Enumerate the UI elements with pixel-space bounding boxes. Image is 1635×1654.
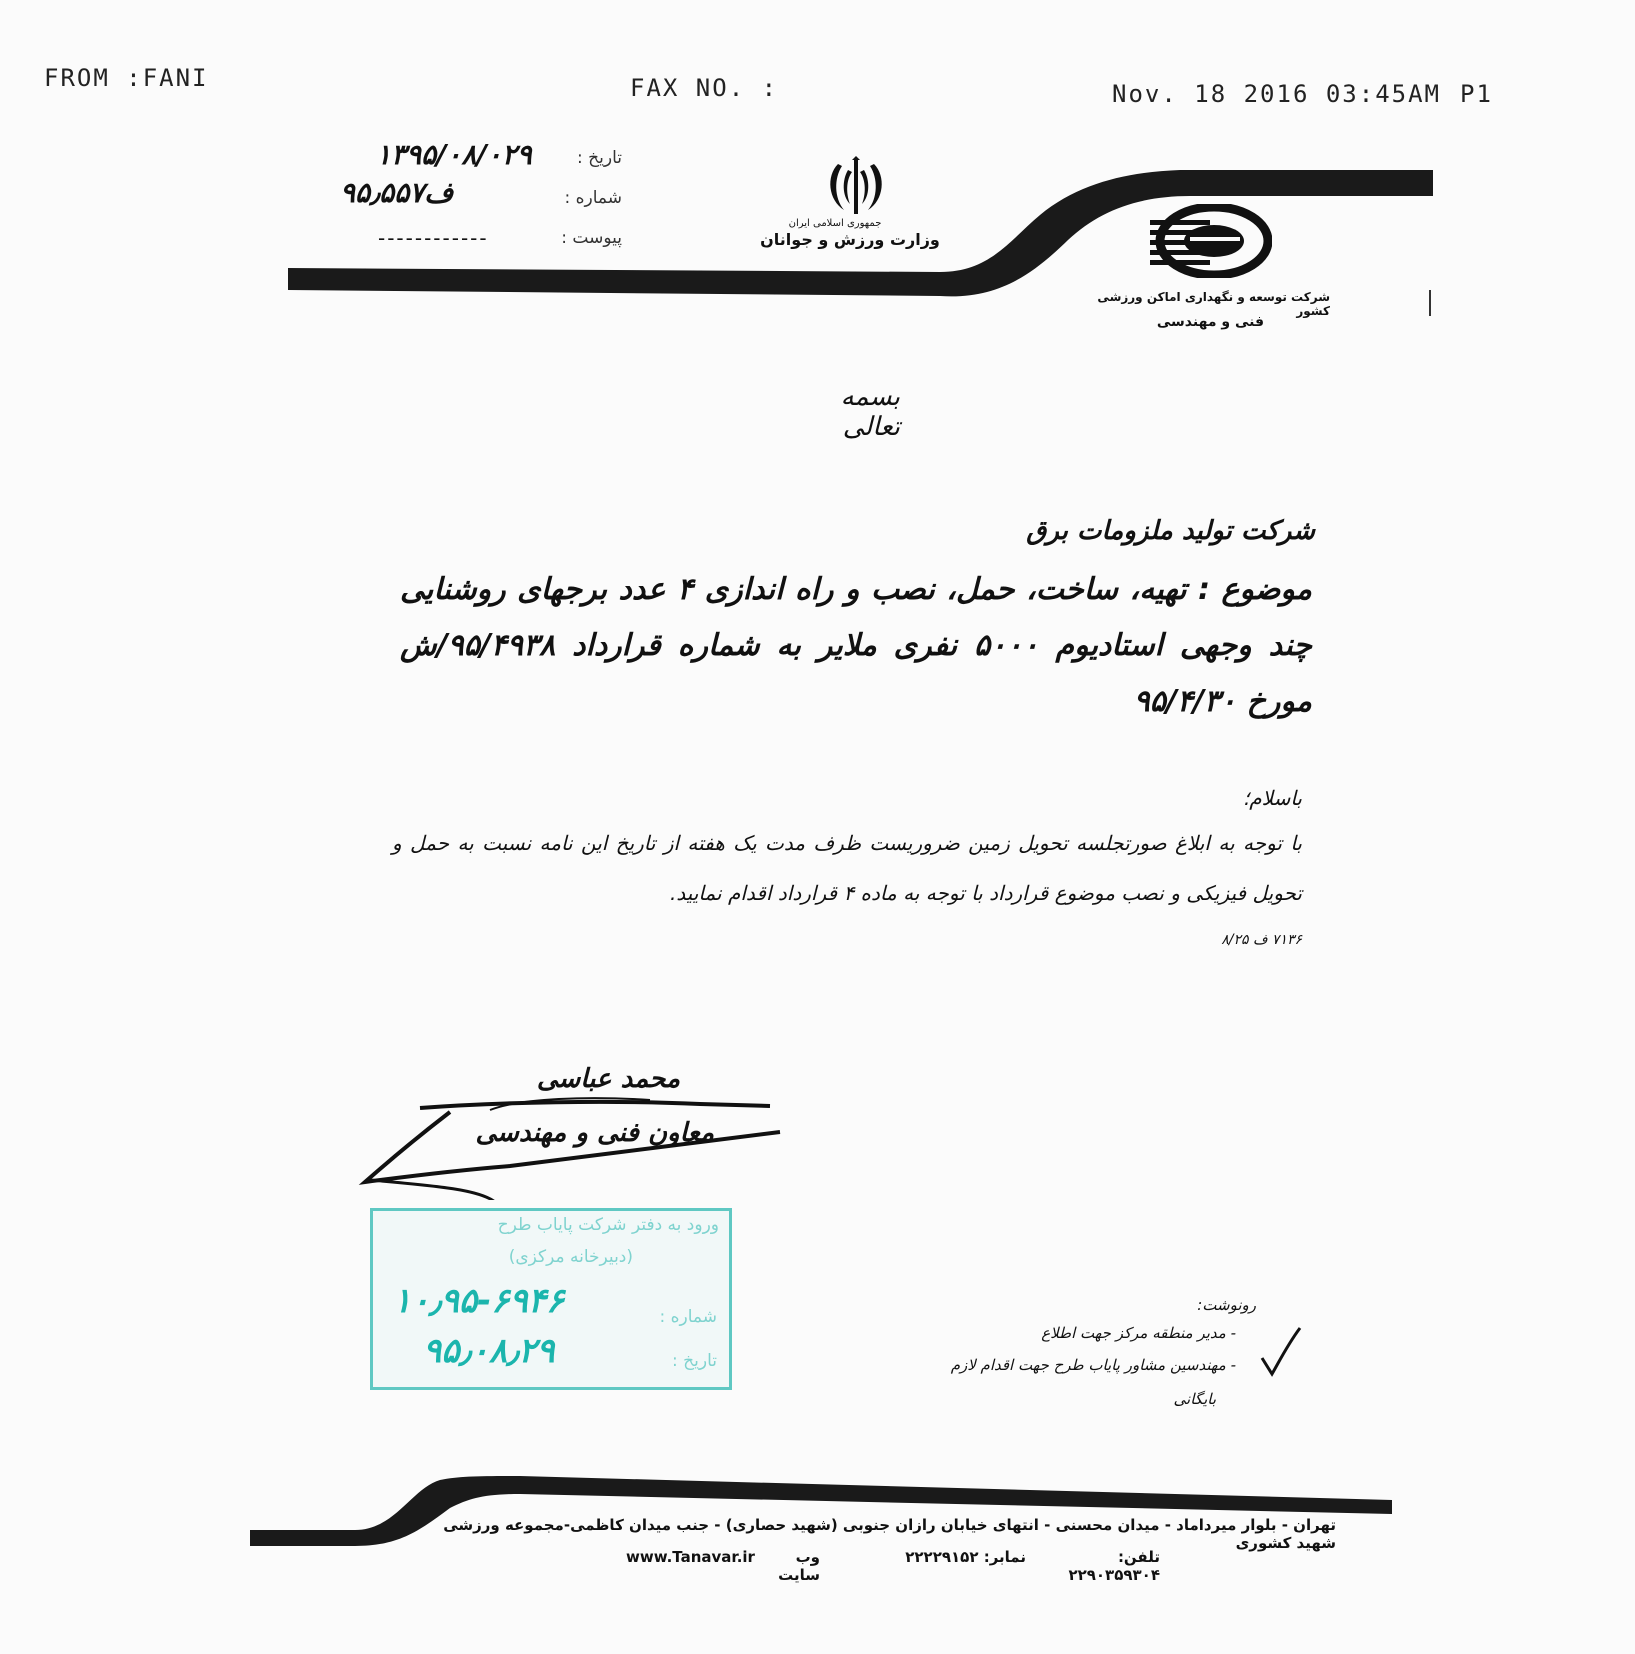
date-value: ۱۳۹۵/۰۸/۰۲۹ <box>376 138 532 171</box>
ministry-name: وزارت ورزش و جوانان <box>760 230 940 249</box>
stamp-line2: (دبیرخانه مرکزی) <box>508 1247 633 1267</box>
fax-page: P1 <box>1460 80 1493 108</box>
cc-item-1: - مدیر منطقه مرکز جهت اطلاع <box>1041 1324 1236 1342</box>
company-logo-icon <box>1150 204 1272 278</box>
signer-name: محمد عباسی <box>536 1064 680 1094</box>
ministry-country: جمهوری اسلامی ایران <box>788 218 882 229</box>
handwritten-signature <box>350 1090 800 1200</box>
footer-website-label: وب سایت <box>778 1548 820 1584</box>
footer-address: تهران - بلوار میرداماد - میدان محسنی - انتهای خیابان رازان جنوبی (شهید حصاری) - جنب میدان کاظمی-مجموعه ورزشی شهید کشوری <box>443 1516 1336 1552</box>
stamp-date-label: تاریخ : <box>672 1351 717 1371</box>
stamp-number-label: شماره : <box>659 1307 717 1327</box>
date-label: تاریخ : <box>577 148 622 168</box>
stamp-date-value: ۹۵٫۰۸٫۲۹ <box>423 1331 555 1371</box>
subject: موضوع : تهیه، ساخت، حمل، نصب و راه اندازی ۴ عدد برجهای روشنایی چند وجهی استادیوم ۵۰۰۰ نفری ملایر به شماره قرارداد ۹۵/۴۹۳۸/ش مورخ ۹۵/۴/۳۰ <box>400 572 1312 719</box>
addressee: شرکت تولید ملزومات برق <box>1026 516 1315 546</box>
fax-datetime: Nov. 18 2016 03:45AM <box>1112 80 1441 108</box>
fax-from: FROM :FANI <box>44 64 209 92</box>
stamp-number-value: ۱۰٫۹۵-۶۹۴۶ <box>393 1281 565 1321</box>
basmala: بسمه تعالی <box>840 382 900 442</box>
receipt-stamp <box>370 1208 732 1390</box>
fax-number: FAX NO. : <box>630 74 779 102</box>
attachment-label: پیوست : <box>561 228 622 248</box>
signer-title: معاون فنی و مهندسی <box>475 1118 714 1148</box>
salutation: باسلام؛ <box>1242 786 1302 810</box>
footer-fax: نمابر: ۲۲۲۲۹۱۵۲ <box>905 1548 1026 1566</box>
attachment-value: ------------ <box>378 226 489 250</box>
iran-emblem-icon <box>824 156 888 220</box>
cc-heading: رونوشت: <box>1197 1296 1256 1314</box>
company-department: فنی و مهندسی <box>1156 314 1264 330</box>
number-label: شماره : <box>564 188 622 208</box>
cc-item-2: - مهندسین مشاور پایاب طرح جهت اقدام لازم <box>950 1356 1236 1374</box>
letter-body: با توجه به ابلاغ صورتجلسه تحویل زمین ضروریست ظرف مدت یک هفته از تاریخ این نامه نسبت به حمل و تحویل فیزیکی و نصب موضوع قرارداد با توجه به ماده ۴ قرارداد اقدام نمایید. <box>392 831 1302 905</box>
checkmark-icon <box>1258 1324 1304 1380</box>
stamp-line1: ورود به دفتر شرکت پایاب طرح <box>497 1215 719 1235</box>
footer-website: www.Tanavar.ir <box>626 1548 755 1566</box>
cc-archive: بایگانی <box>1173 1390 1216 1408</box>
number-value: ۹۵٫۵۵۷ف <box>340 176 454 209</box>
footer-phone: تلفن: ۲۲۹۰۳۵۹۳۰۴ <box>1068 1548 1160 1584</box>
internal-reference: ۷۱۳۶ ف ۸/۲۵ <box>1221 932 1302 948</box>
company-name: شرکت توسعه و نگهداری اماکن ورزشی کشور <box>1097 290 1330 318</box>
